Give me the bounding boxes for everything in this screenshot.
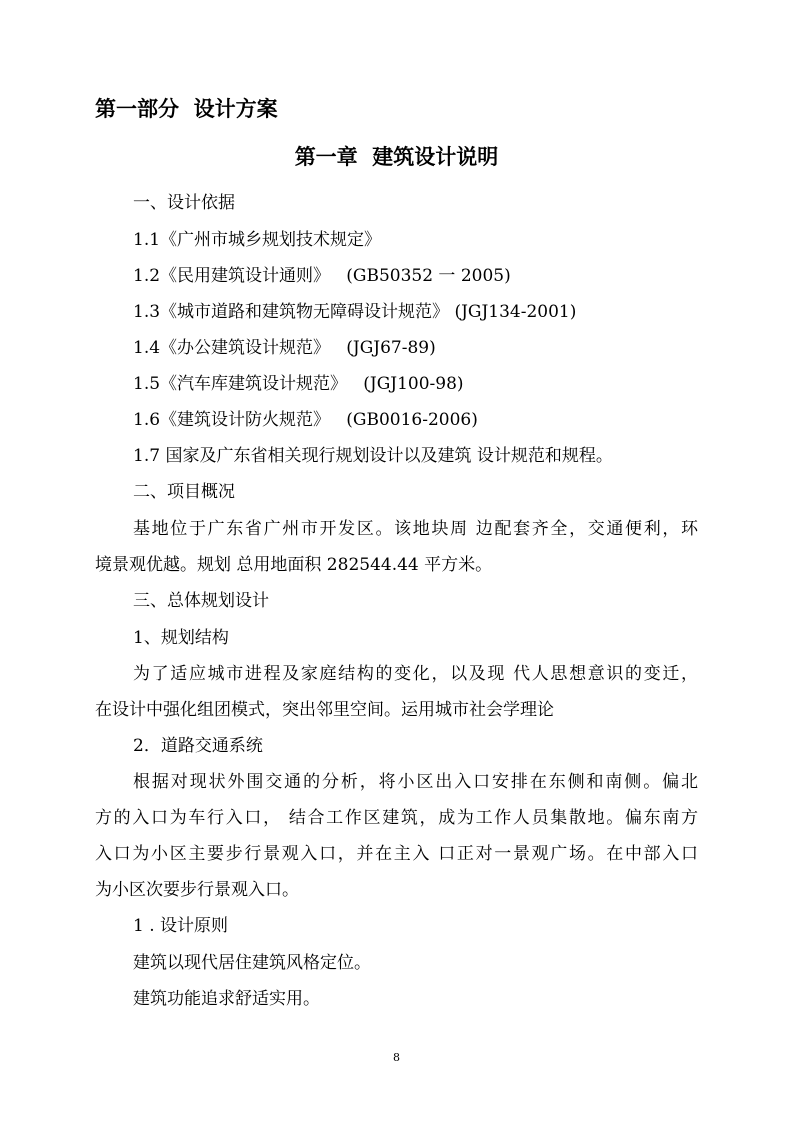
reference-item: 1.3《城市道路和建筑物无障碍设计规范》 (JGJ134-2001) <box>133 302 577 322</box>
page-number: 8 <box>393 1051 400 1064</box>
paragraph-line: 基地位于广东省广州市开发区。该地块周 边配套齐全，交通便利，环 <box>133 519 698 539</box>
paragraph-line: 入口为小区主要步行景观入口，并在主入 口正对一景观广场。在中部入口 <box>95 844 698 864</box>
paragraph-line: 在设计中强化组团模式，突出邻里空间。运用城市社会学理论 <box>95 700 554 720</box>
subsection-heading-traffic: 2．道路交通系统 <box>133 736 263 756</box>
reference-item: 1.2《民用建筑设计通则》 (GB50352 一 2005) <box>133 266 511 286</box>
section-heading-planning: 三、总体规划设计 <box>133 591 269 611</box>
reference-item: 1.5《汽车库建筑设计规范》 (JGJ100-98) <box>133 374 464 394</box>
paragraph-line: 为小区次要步行景观入口。 <box>95 880 299 900</box>
reference-item: 1.1《广州市城乡规划技术规定》 <box>133 230 382 250</box>
subsection-heading-principles: 1 . 设计原则 <box>133 916 229 936</box>
reference-item: 1.4《办公建筑设计规范》 (JGJ67-89) <box>133 338 436 358</box>
paragraph-line: 建筑功能追求舒适实用。 <box>133 989 320 1009</box>
paragraph-line: 为了适应城市进程及家庭结构的变化，以及现 代人思想意识的变迁， <box>133 664 698 684</box>
paragraph-line: 建筑以现代居住建筑风格定位。 <box>133 953 371 973</box>
paragraph-line: 根据对现状外围交通的分析，将小区出入口安排在东侧和南侧。偏北 <box>133 772 698 792</box>
paragraph-line: 境景观优越。规划 总用地面积 282544.44 平方米。 <box>95 555 493 575</box>
paragraph-line: 方的入口为车行入口， 结合工作区建筑，成为工作人员集散地。偏东南方 <box>95 808 698 828</box>
subsection-heading-structure: 1、规划结构 <box>133 628 229 648</box>
section-heading-overview: 二、项目概况 <box>133 482 235 502</box>
chapter-title: 第一章 建筑设计说明 <box>294 145 499 169</box>
reference-item: 1.7 国家及广东省相关现行规划设计以及建筑 设计规范和规程。 <box>133 446 613 466</box>
reference-item: 1.6《建筑设计防火规范》 (GB0016-2006) <box>133 410 478 430</box>
section-heading-basis: 一、设计依据 <box>133 193 235 213</box>
part-title: 第一部分 设计方案 <box>95 97 278 121</box>
